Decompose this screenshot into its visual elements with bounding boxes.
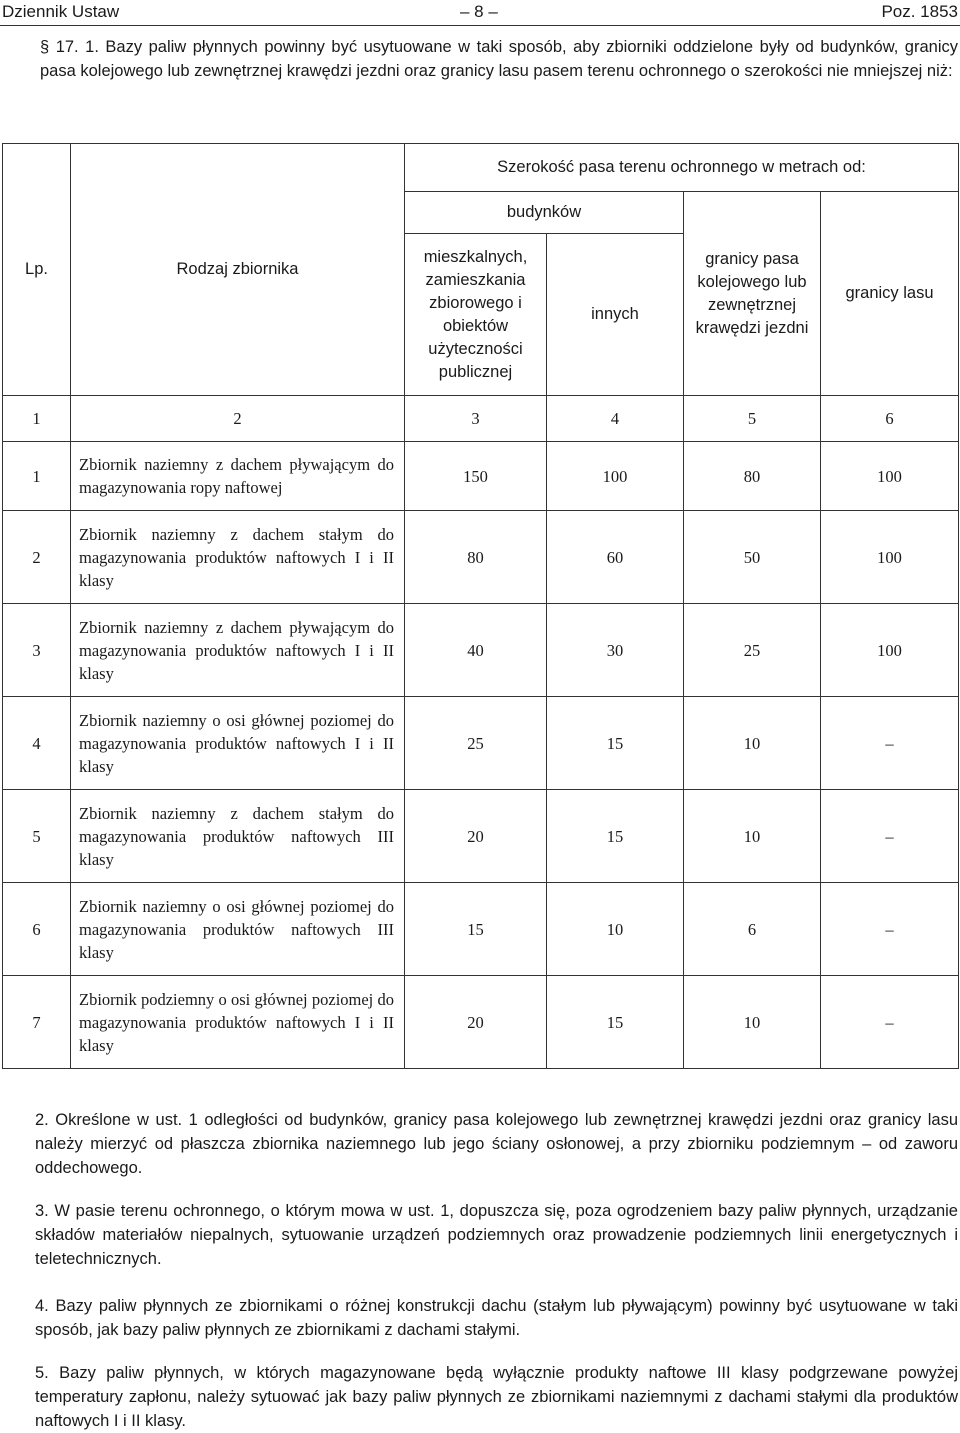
header-forest: granicy lasu — [821, 192, 959, 396]
row-lp: 5 — [3, 790, 71, 883]
intro-paragraph — [2, 35, 958, 83]
column-number: 1 — [3, 396, 71, 442]
value-forest: 100 — [821, 442, 959, 511]
paragraph-2-text: 2. Określone w ust. 1 odległości od budynków, granicy pasa kolejowego lub zewnętrznej krawędzi jezdni oraz granicy lasu należy mierzyć od płaszcza zbiornika naziemnego lub jego ściany osłonowej, a przy zbiorniku podziemnym – od zaworu oddechowego. — [35, 1111, 958, 1177]
value-rail-road: 80 — [684, 442, 821, 511]
row-lp: 7 — [3, 976, 71, 1069]
value-residential: 20 — [405, 790, 547, 883]
column-number: 5 — [684, 396, 821, 442]
value-forest: – — [821, 790, 959, 883]
page-header — [0, 0, 960, 26]
value-residential: 15 — [405, 883, 547, 976]
paragraph-5-text: 5. Bazy paliw płynnych, w których magazynowane będą wyłącznie produkty naftowe III klasy podgrzewane powyżej temperatury zapłonu, należy sytuować jak bazy paliw płynnych ze zbiornikami naziemnymi z dachami stałymi dla produktów naftowych I i II klasy. — [35, 1364, 958, 1430]
value-rail-road: 10 — [684, 790, 821, 883]
value-forest: – — [821, 883, 959, 976]
row-description: Zbiornik podziemny o osi głównej poziomej do magazynowania produktów naftowych I i II klasy — [71, 976, 405, 1069]
value-other: 100 — [547, 442, 684, 511]
header-rail-road: granicy pasa kolejowego lub zewnętrznej krawędzi jezdni — [684, 192, 821, 396]
row-lp: 6 — [3, 883, 71, 976]
header-zone-width: Szerokość pasa terenu ochronnego w metrach od: — [405, 144, 959, 192]
value-residential: 80 — [405, 511, 547, 604]
value-other: 30 — [547, 604, 684, 697]
section-17-text: § 17. 1. Bazy paliw płynnych powinny być usytuowane w taki sposób, aby zbiorniki oddzielone były od budynków, granicy pasa kolejowego lub zewnętrznej krawędzi jezdni oraz granicy lasu pasem terenu ochronnego o szerokości nie mniejszej niż: — [40, 38, 958, 80]
header-tank-type: Rodzaj zbiornika — [71, 144, 405, 396]
value-forest: 100 — [821, 604, 959, 697]
row-description: Zbiornik naziemny z dachem pływającym do magazynowania ropy naftowej — [71, 442, 405, 511]
position-number: Poz. 1853 — [881, 2, 958, 21]
column-number: 3 — [405, 396, 547, 442]
paragraph-2 — [2, 1108, 958, 1180]
row-lp: 1 — [3, 442, 71, 511]
header-rule — [0, 25, 960, 26]
row-lp: 4 — [3, 697, 71, 790]
row-description: Zbiornik naziemny o osi głównej poziomej do magazynowania produktów naftowych I i II klasy — [71, 697, 405, 790]
row-description: Zbiornik naziemny z dachem pływającym do magazynowania produktów naftowych I i II klasy — [71, 604, 405, 697]
column-number: 4 — [547, 396, 684, 442]
value-residential: 25 — [405, 697, 547, 790]
value-other: 15 — [547, 976, 684, 1069]
value-residential: 20 — [405, 976, 547, 1069]
page-number: – 8 – — [460, 2, 498, 21]
paragraph-4-text: 4. Bazy paliw płynnych ze zbiornikami o różnej konstrukcji dachu (stałym lub pływającym) powinny być usytuowane w taki sposób, jak bazy paliw płynnych ze zbiornikami z dachami stałymi. — [35, 1297, 958, 1339]
value-other: 15 — [547, 697, 684, 790]
value-rail-road: 6 — [684, 883, 821, 976]
value-other: 15 — [547, 790, 684, 883]
value-rail-road: 25 — [684, 604, 821, 697]
value-rail-road: 10 — [684, 697, 821, 790]
column-number: 2 — [71, 396, 405, 442]
table-row — [3, 697, 959, 790]
value-residential: 40 — [405, 604, 547, 697]
protection-zone-table — [2, 143, 959, 1069]
table-row — [3, 604, 959, 697]
table-row — [3, 511, 959, 604]
value-residential: 150 — [405, 442, 547, 511]
paragraph-3 — [2, 1199, 958, 1271]
value-rail-road: 10 — [684, 976, 821, 1069]
value-forest: – — [821, 697, 959, 790]
row-description: Zbiornik naziemny o osi głównej poziomej do magazynowania produktów naftowych III klasy — [71, 883, 405, 976]
row-description: Zbiornik naziemny z dachem stałym do magazynowania produktów naftowych III klasy — [71, 790, 405, 883]
column-number: 6 — [821, 396, 959, 442]
header-other-buildings: innych — [547, 234, 684, 396]
row-lp: 2 — [3, 511, 71, 604]
value-other: 10 — [547, 883, 684, 976]
journal-title: Dziennik Ustaw — [2, 2, 120, 21]
value-forest: 100 — [821, 511, 959, 604]
value-forest: – — [821, 976, 959, 1069]
value-other: 60 — [547, 511, 684, 604]
table-row — [3, 976, 959, 1069]
row-lp: 3 — [3, 604, 71, 697]
value-rail-road: 50 — [684, 511, 821, 604]
header-buildings: budynków — [405, 192, 684, 234]
row-description: Zbiornik naziemny z dachem stałym do magazynowania produktów naftowych I i II klasy — [71, 511, 405, 604]
table-row — [3, 883, 959, 976]
table-row — [3, 790, 959, 883]
paragraph-5 — [2, 1361, 958, 1433]
table-row — [3, 442, 959, 511]
header-lp: Lp. — [3, 144, 71, 396]
paragraph-3-text: 3. W pasie terenu ochronnego, o którym mowa w ust. 1, dopuszcza się, poza ogrodzeniem bazy paliw płynnych, urządzanie składów materiałów niepalnych, sytuowanie urządzeń podziemnych oraz prowadzenie podziemnych linii energetycznych i teletechnicznych. — [35, 1202, 958, 1268]
header-residential: mieszkalnych, zamieszkania zbiorowego i obiektów użyteczności publicznej — [405, 234, 547, 396]
column-numbers-row — [3, 396, 959, 442]
paragraph-4 — [2, 1294, 958, 1342]
